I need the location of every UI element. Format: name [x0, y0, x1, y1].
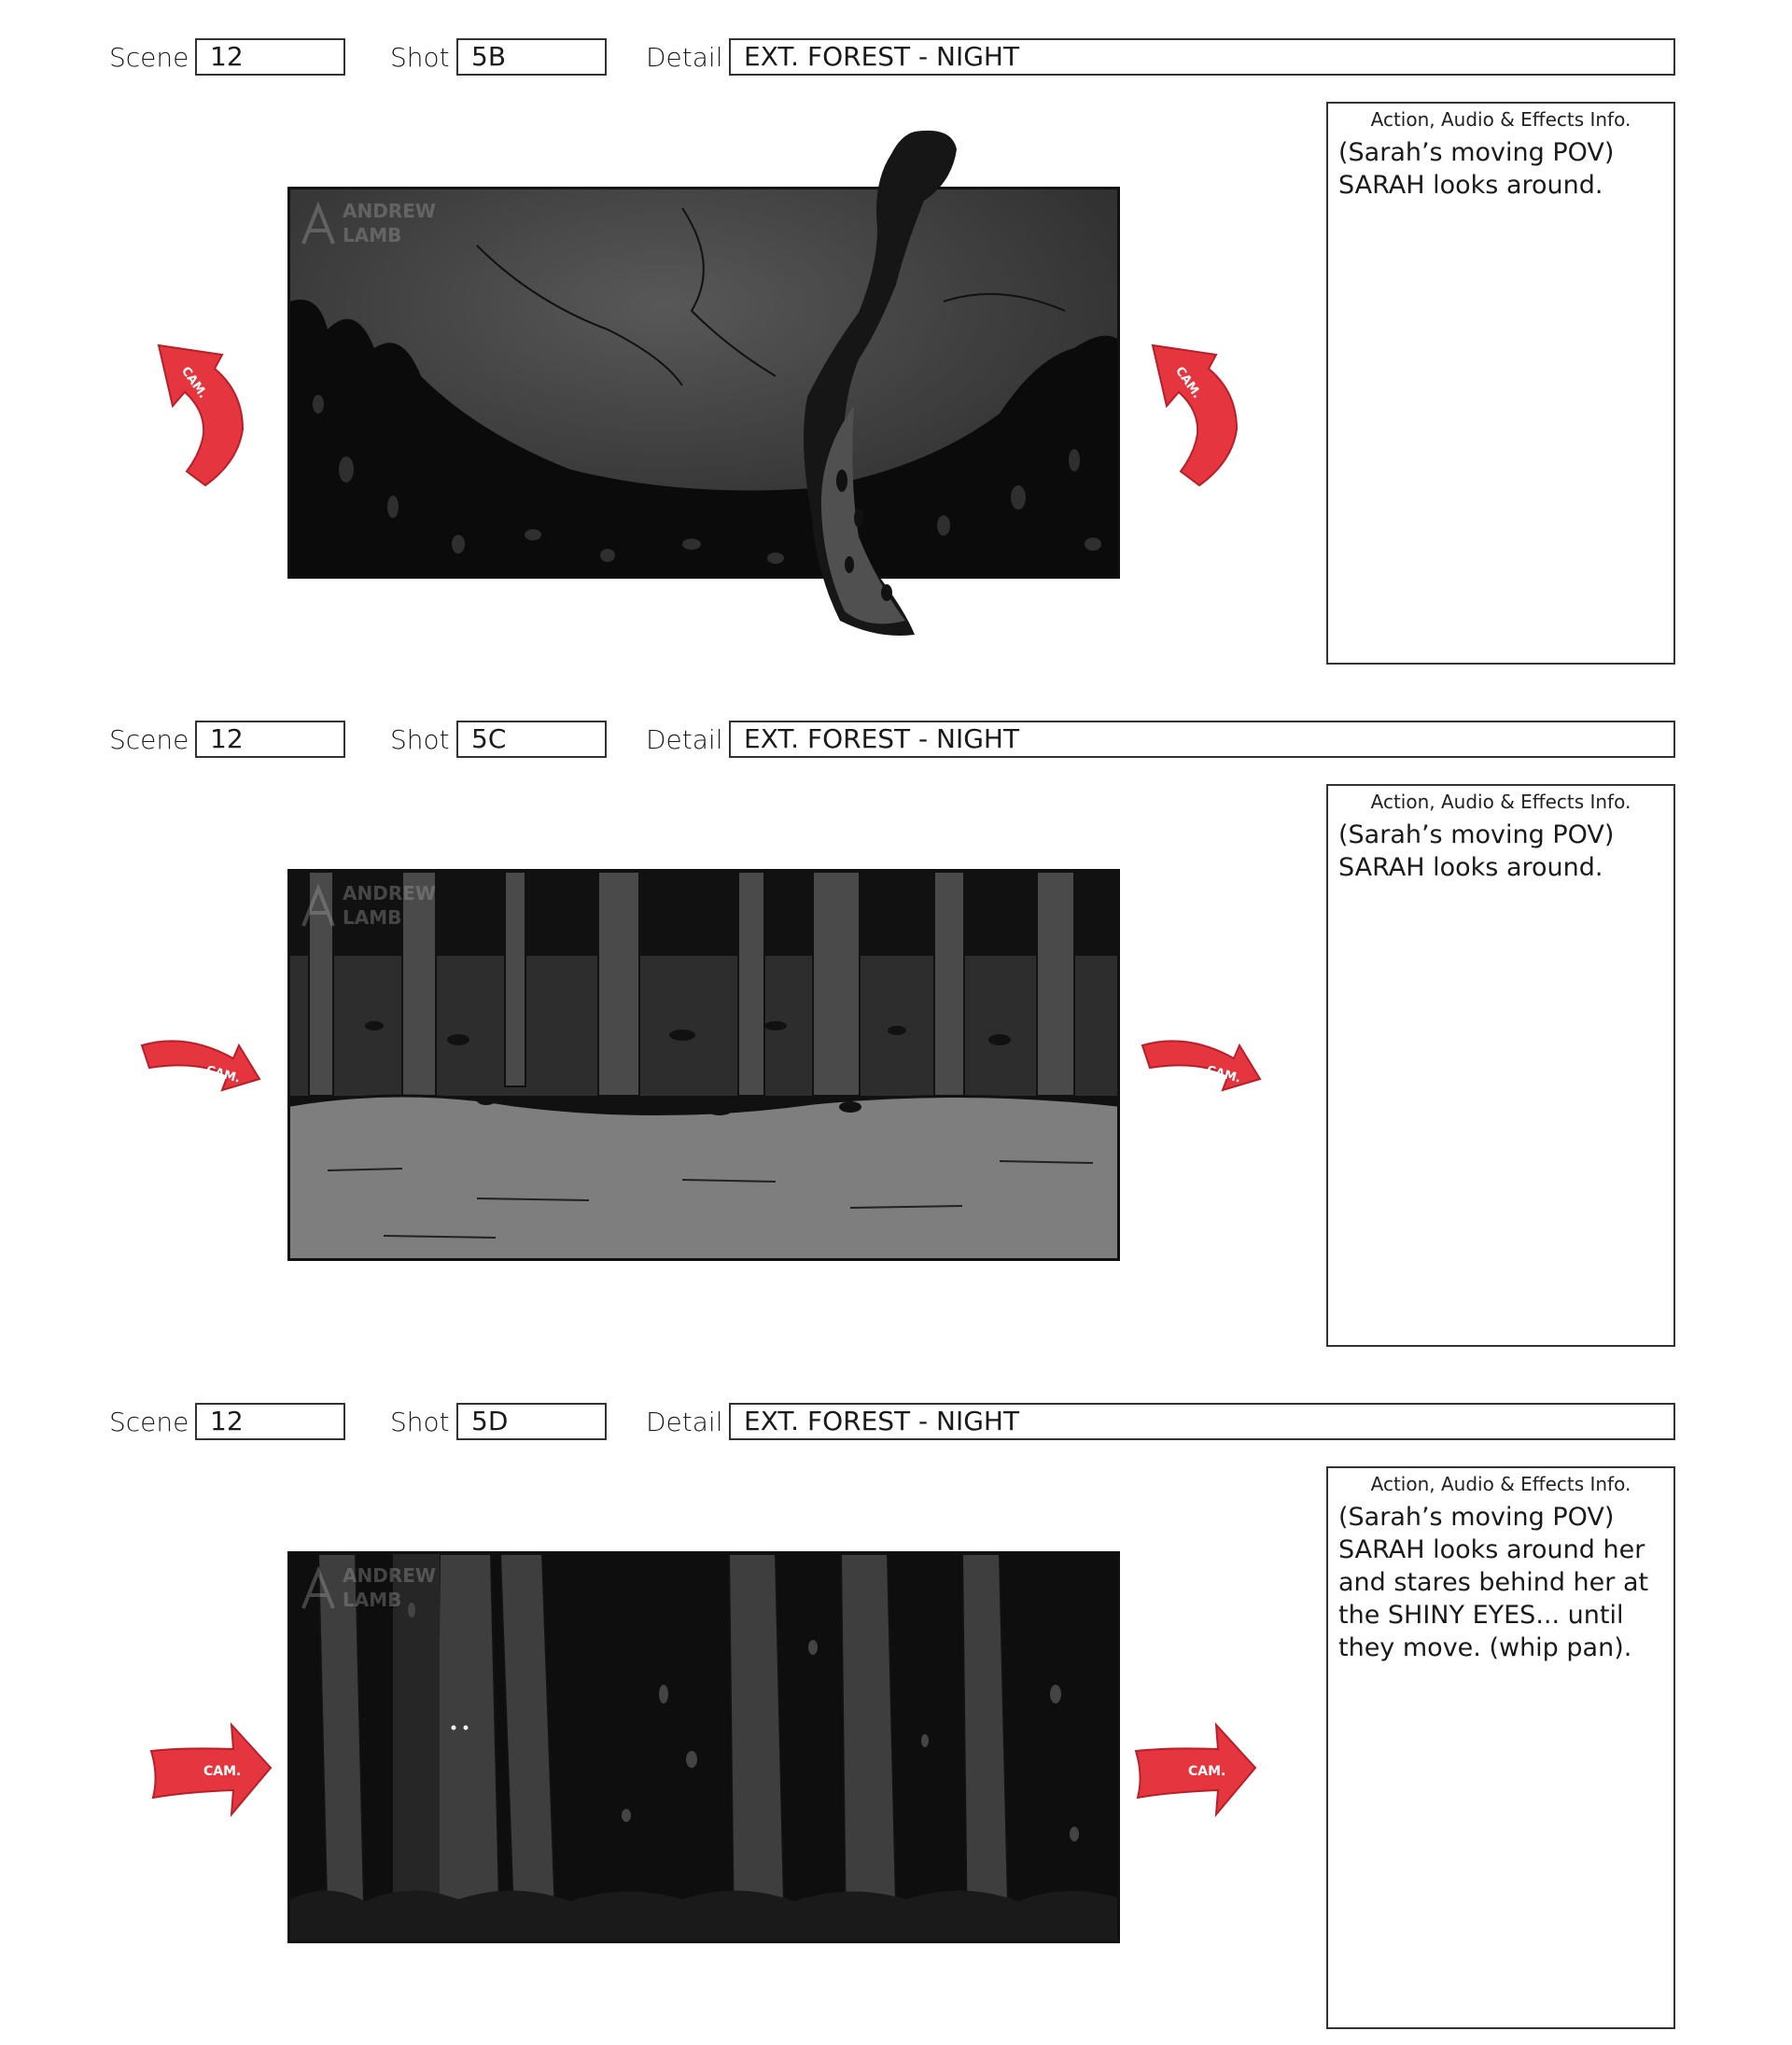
action-info-box[interactable]	[1326, 784, 1675, 1347]
detail-field[interactable]: EXT. FOREST - NIGHT	[729, 721, 1675, 758]
camera-whip-pan-arrow-left	[147, 1719, 273, 1822]
detail-label: Detail	[646, 1407, 723, 1437]
action-info-box[interactable]	[1326, 102, 1675, 665]
watermark-line1: ANDREW	[343, 200, 436, 222]
info-box-title: Action, Audio & Effects Info.	[1370, 1473, 1631, 1495]
info-box-title: Action, Audio & Effects Info.	[1370, 791, 1631, 813]
camera-pan-right-arrow-left	[140, 1032, 261, 1098]
cam-label: CAM.	[203, 1063, 243, 1086]
sky-canopy-drawing	[290, 189, 1117, 576]
cam-label: CAM.	[177, 364, 210, 401]
watermark-line2: LAMB	[343, 1589, 402, 1611]
shot-field[interactable]: 5B	[456, 38, 607, 76]
scene-field[interactable]: 12	[195, 38, 345, 76]
watermark-line1: ANDREW	[343, 882, 436, 904]
dark-forest-drawing	[290, 1554, 1117, 1940]
shiny-eye-right	[464, 1726, 469, 1730]
camera-tilt-up-arrow-left	[149, 341, 261, 490]
detail-field[interactable]: EXT. FOREST - NIGHT	[729, 1403, 1675, 1440]
scene-field[interactable]: 12	[195, 1403, 345, 1440]
smoke-plume-icon	[765, 126, 971, 644]
action-info-box[interactable]	[1326, 1466, 1675, 2029]
storyboard-panel-5b	[0, 0, 1792, 672]
cam-label: CAM.	[203, 1764, 242, 1779]
detail-label: Detail	[646, 42, 723, 73]
camera-tilt-up-arrow-right	[1143, 341, 1255, 490]
detail-field[interactable]: EXT. FOREST - NIGHT	[729, 38, 1675, 76]
shiny-eye-left	[452, 1726, 456, 1730]
info-box-text: (Sarah’s moving POV) SARAH looks around her and stares behind her at the SHINY EYES... until they move. (whip pan).	[1338, 1503, 1649, 1662]
watermark-line2: LAMB	[343, 906, 402, 929]
cam-label: CAM.	[1171, 364, 1204, 401]
detail-label: Detail	[646, 724, 723, 755]
scene-label: Scene	[109, 42, 189, 73]
scene-label: Scene	[109, 724, 189, 755]
frame-image-dark-forest-eyes	[287, 1551, 1120, 1943]
info-box-text: (Sarah’s moving POV) SARAH looks around.	[1338, 138, 1615, 200]
shot-label: Shot	[390, 724, 450, 755]
watermark-line1: ANDREW	[343, 1564, 436, 1587]
camera-pan-right-arrow-right	[1141, 1032, 1262, 1098]
shot-field[interactable]: 5D	[456, 1403, 607, 1440]
cam-label: CAM.	[1188, 1764, 1226, 1779]
cam-label: CAM.	[1204, 1063, 1243, 1086]
storyboard-panel-5d	[0, 1365, 1792, 2037]
frame-image-forest-path	[287, 869, 1120, 1261]
frame-image-sky-canopy	[287, 187, 1120, 579]
info-box-title: Action, Audio & Effects Info.	[1370, 108, 1631, 131]
shot-field[interactable]: 5C	[456, 721, 607, 758]
shot-label: Shot	[390, 1407, 450, 1437]
forest-path-drawing	[290, 872, 1117, 1258]
shot-label: Shot	[390, 42, 450, 73]
watermark-line2: LAMB	[343, 224, 402, 246]
scene-label: Scene	[109, 1407, 189, 1437]
scene-field[interactable]: 12	[195, 721, 345, 758]
camera-whip-pan-arrow-right	[1132, 1719, 1258, 1822]
info-box-text: (Sarah’s moving POV) SARAH looks around.	[1338, 820, 1615, 882]
storyboard-panel-5c	[0, 682, 1792, 1354]
